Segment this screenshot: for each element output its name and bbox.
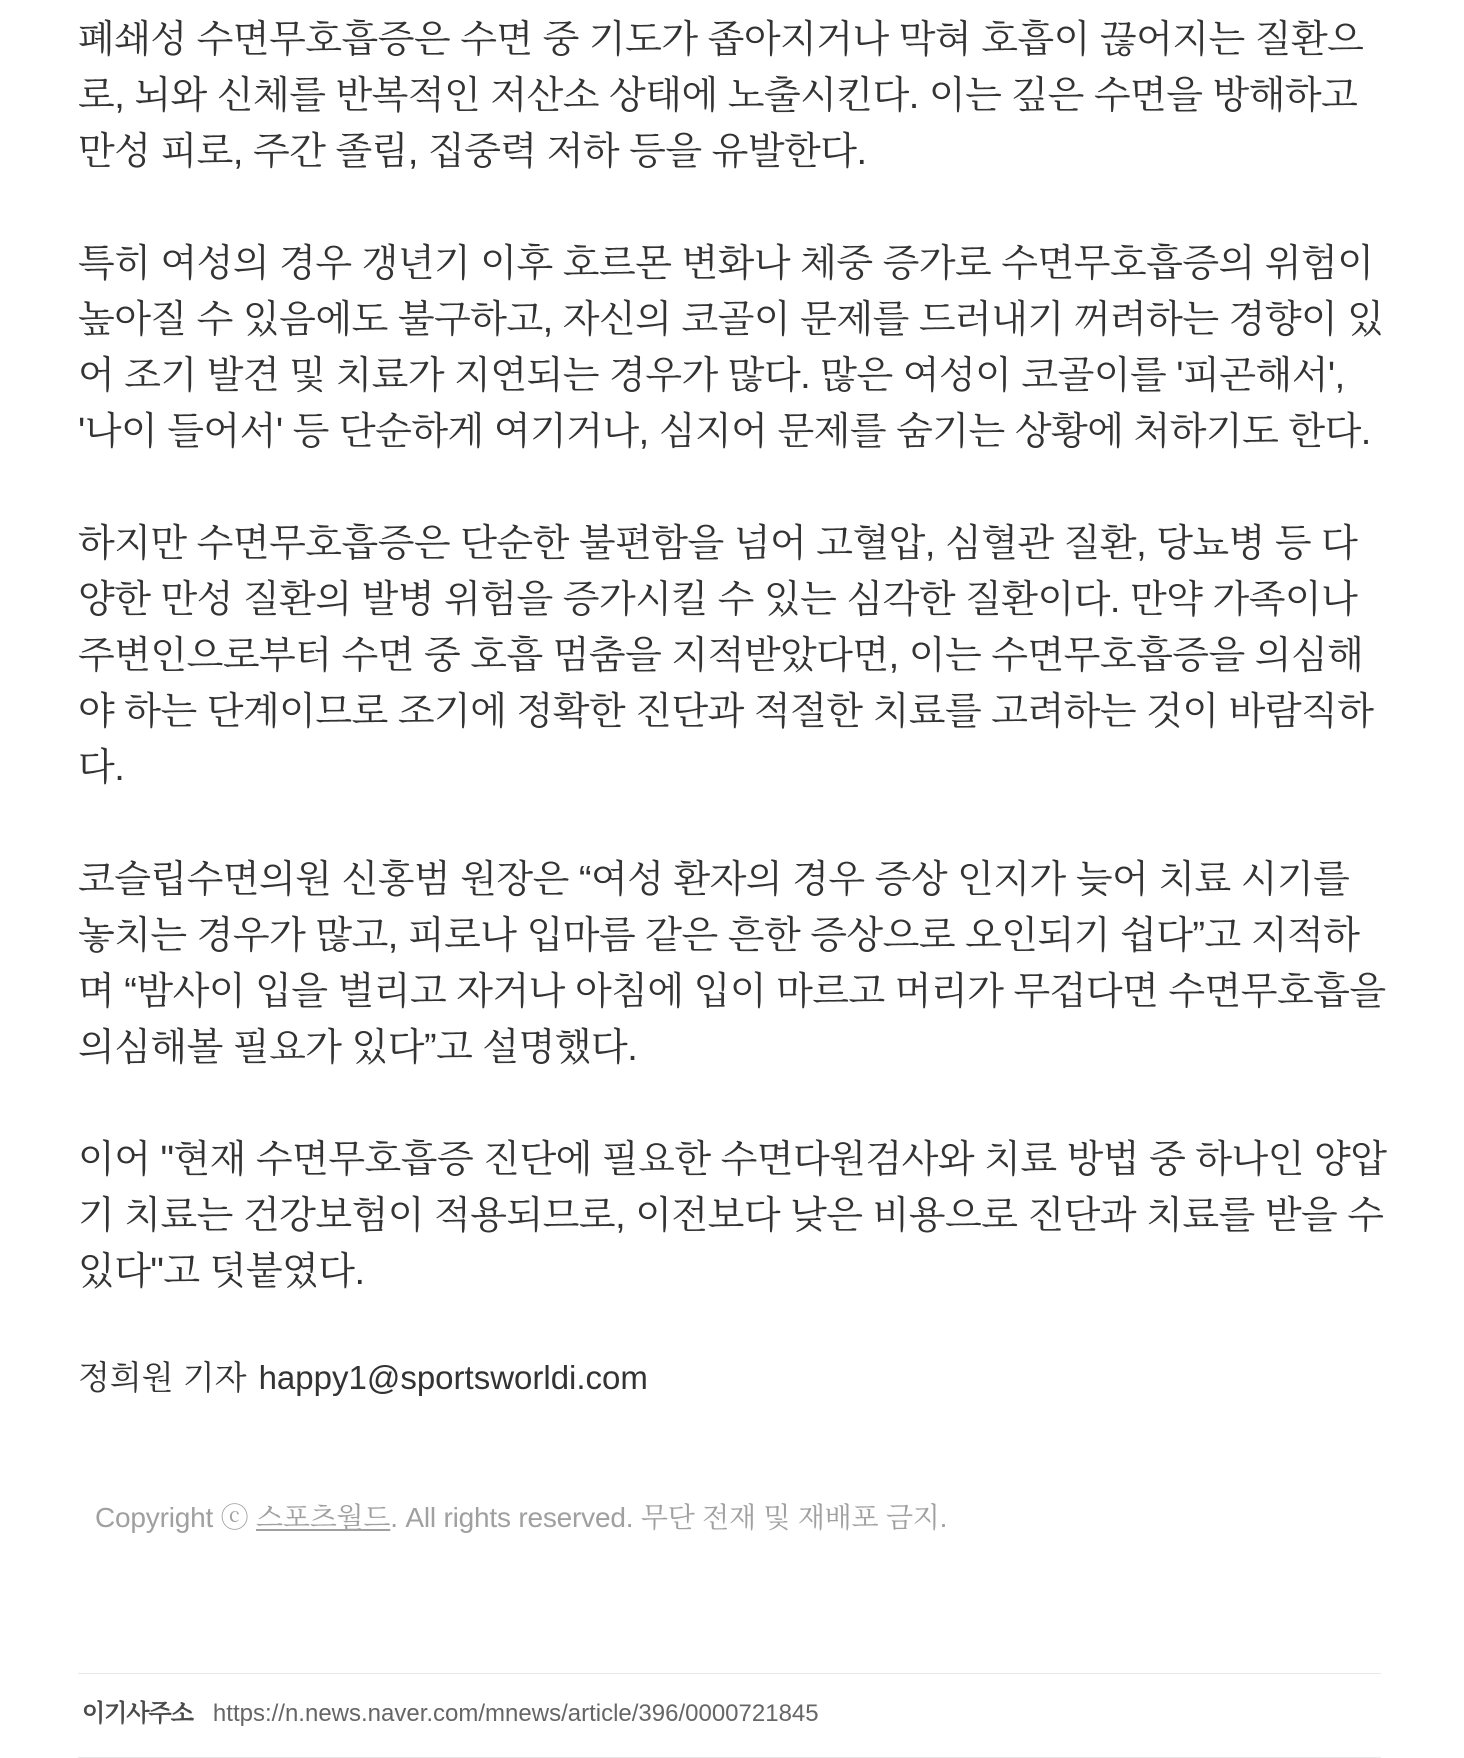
copyright-suffix: . All rights reserved. 무단 전재 및 재배포 금지. xyxy=(390,1502,948,1533)
article-paragraph-3: 하지만 수면무호흡증은 단순한 불편함을 넘어 고혈압, 심혈관 질환, 당뇨병 등 다양한 만성 질환의 발병 위험을 증가시킬 수 있는 심각한 질환이다. 만약 가족이나 주변인으로부터 수면 중 호흡 멈춤을 지적받았다면, 이는 수면무호흡증을 의심해야 하는 단계이므로 조기에 정확한 진단과 적절한 치료를 고려하는 것이 바람직하다. xyxy=(78,523,1374,789)
copyright-prefix: Copyright ⓒ xyxy=(95,1502,256,1533)
article-address-label: 이기사주소 xyxy=(82,1700,193,1727)
article-address-section xyxy=(78,1673,1381,1758)
reporter-name: 정희원 기자 xyxy=(78,1359,247,1396)
article-paragraph-5: 이어 "현재 수면무호흡증 진단에 필요한 수면다원검사와 치료 방법 중 하나인 양압기 치료는 건강보험이 적용되므로, 이전보다 낮은 비용으로 진단과 치료를 받을 수 있다"고 덧붙였다. xyxy=(78,1139,1387,1293)
copyright-notice xyxy=(78,1500,1388,1536)
publisher-link[interactable]: 스포츠월드 xyxy=(256,1502,391,1533)
article-paragraph-1: 폐쇄성 수면무호흡증은 수면 중 기도가 좁아지거나 막혀 호흡이 끊어지는 질환으로, 뇌와 신체를 반복적인 저산소 상태에 노출시킨다. 이는 깊은 수면을 방해하고 만성 피로, 주간 졸림, 집중력 저하 등을 유발한다. xyxy=(78,19,1364,173)
article-paragraph-2: 특히 여성의 경우 갱년기 이후 호르몬 변화나 체중 증가로 수면무호흡증의 위험이 높아질 수 있음에도 불구하고, 자신의 코골이 문제를 드러내기 꺼려하는 경향이 있어 조기 발견 및 치료가 지연되는 경우가 많다. 많은 여성이 코골이를 '피곤해서', '나이 들어서' 등 단순하게 여기거나, 심지어 문제를 숨기는 상황에 처하기도 한다. xyxy=(78,243,1384,453)
byline xyxy=(78,1356,1388,1400)
article-address-url: https://n.news.naver.com/mnews/article/396/0000721845 xyxy=(212,1700,819,1727)
article-paragraph-4: 코슬립수면의원 신홍범 원장은 “여성 환자의 경우 증상 인지가 늦어 치료 시기를 놓치는 경우가 많고, 피로나 입마름 같은 흔한 증상으로 오인되기 쉽다”고 지적하며 “밤사이 입을 벌리고 자거나 아침에 입이 마르고 머리가 무겁다면 수면무호흡을 의심해볼 필요가 있다”고 설명했다. xyxy=(78,859,1386,1069)
reporter-email-link[interactable]: happy1@sportsworldi.com xyxy=(258,1359,648,1396)
